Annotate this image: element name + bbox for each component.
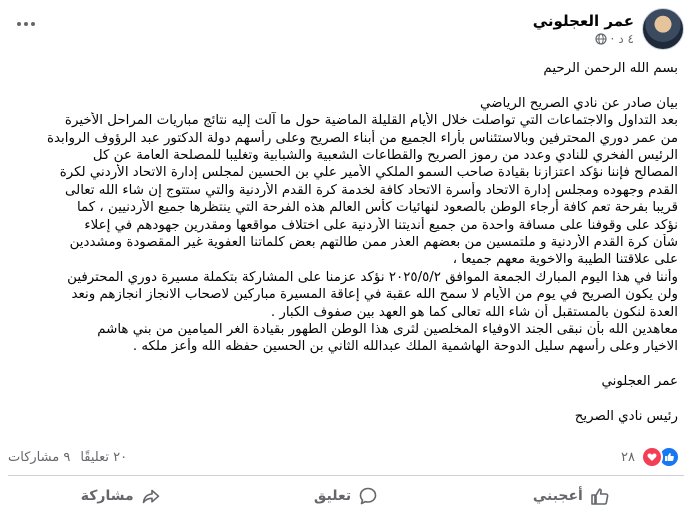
body-line: من عمر دوري المحترفين وبالاستئناس بأراء الجميع من أبناء الصريح وعلى رأسهم دولة الدكتور عبد الرؤوف الروابدة	[46, 130, 678, 146]
body-line: الرئيس الفخري للنادي وعدد من رموز الصريح والقطاعات الشعبية والشبابية وتغليبا للمصلحة العامة عن كل	[92, 148, 678, 164]
share-button[interactable]	[8, 480, 233, 512]
author-name[interactable]: عمر العجلوني	[532, 12, 634, 30]
body-line: نؤكد على وقوفنا على مسافة واحدة من جميع أنديتنا الأردنية على اختلاف مواقعها ومقدرين جهودهم في إعلاء	[84, 217, 678, 233]
body-spacer	[12, 77, 678, 94]
body-line: المصالح فإننا نؤكد اعتزازنا بقيادة صاحب السمو الملكي الأمير علي بن الحسين لمجلس إدارة الاتحاد الأردني لكرة	[59, 165, 678, 181]
post-body	[12, 60, 678, 425]
reactions-summary[interactable]	[621, 446, 680, 468]
body-line: القدم وجهوده ومجلس إدارة الاتحاد وأسرة الاتحاد كافة لخدمة كرة القدم الأردنية والتي ستتوج إن شاء الله تعالى	[64, 182, 678, 198]
post-meta	[595, 32, 634, 46]
comment-icon	[358, 486, 378, 506]
love-reaction-icon	[641, 446, 663, 468]
post-header	[533, 6, 684, 52]
author-block	[533, 12, 634, 46]
body-line: الاخيار وعلى رأسهم سليل الدوحة الهاشمية الملك عبدالله الثاني بن الحسين حفظه الله وأعز ملكه .	[132, 339, 678, 355]
body-line: العدة لنكون بالمستقبل أن شاء الله تعالى كما هو العهد بين صفوف الكبار .	[270, 304, 678, 320]
reaction-count[interactable]: ٢٨	[621, 449, 635, 465]
share-icon	[141, 486, 161, 506]
comment-label: تعليق	[313, 488, 352, 504]
comment-button[interactable]	[233, 480, 458, 512]
thumbs-up-icon	[590, 486, 610, 506]
body-line: ولن يكون الصريح في يوم من الأيام لا سمح الله عقبة في إعاقة المسيرة مباركين لاصحاب الانجاز انجازهم ونعد	[71, 287, 678, 303]
share-label: مشاركة	[80, 488, 134, 504]
actions-divider	[8, 475, 684, 476]
body-line-signature: عمر العجلوني	[601, 374, 678, 390]
comments-count[interactable]: ٢٠ تعليقًا	[80, 449, 128, 465]
post-time[interactable]: ٤ د	[618, 32, 634, 46]
body-line: شأن كرة القدم الأردنية و ملتمسين من بعضهم العذر ممن طالتهم بعض كلماتنا العفوية غير المقصودة ومشددين	[69, 235, 678, 251]
like-label: أعجبني	[532, 488, 583, 504]
body-line-title: بيان صادر عن نادي الصريح الرياضي	[480, 95, 678, 111]
like-button[interactable]	[459, 480, 684, 512]
engagement-counts	[8, 450, 127, 465]
body-line: وأننا في هذا اليوم المبارك الجمعة الموافق ٢٠٢٥/٥/٢ نؤكد عزمنا على المشاركة بتكملة مسيرة دوري المحترفين	[67, 269, 678, 285]
globe-icon[interactable]	[595, 33, 607, 45]
more-options-icon[interactable]	[12, 14, 40, 34]
body-spacer	[12, 391, 678, 408]
meta-dot: ·	[610, 32, 615, 46]
body-line-signature-title: رئيس نادي الصريح	[574, 409, 678, 425]
body-line: قريبا بفرحة تعم كافة أرجاء الوطن بالصعود لنهائيات كأس العالم هذه الفرحة التي ينتظرها جميع الأردنيين ، كما	[76, 200, 678, 216]
shares-count[interactable]: ٩ مشاركات	[8, 449, 71, 465]
body-line: معاهدين الله بأن نبقى الجند الاوفياء المخلصين لثرى هذا الوطن الطهور بقيادة الغر الميامين من بني هاشم	[97, 322, 678, 338]
reaction-icons	[641, 446, 680, 468]
post-actions-bar	[8, 479, 684, 513]
body-line: على علاقتنا الطيبة والاخوية معهم جميعا ،	[452, 252, 678, 268]
body-line: بعد التداول والاجتماعات التي تواصلت خلال الأيام القليلة الماضية حول ما آلت إليه نتائج مباريات المراحل الأخيرة	[64, 113, 678, 129]
body-spacer	[12, 356, 678, 373]
body-line-basmala: بسم الله الرحمن الرحيم	[543, 61, 678, 76]
post-stats	[8, 446, 680, 468]
author-avatar[interactable]	[642, 8, 684, 50]
